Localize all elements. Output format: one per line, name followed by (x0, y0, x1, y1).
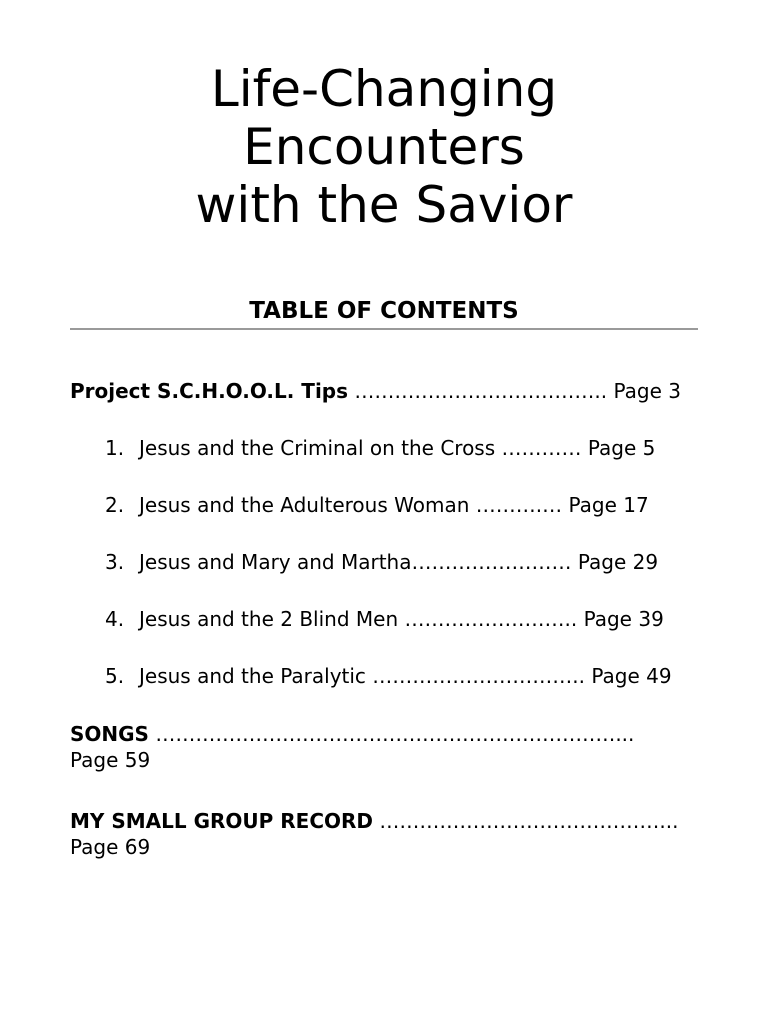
heading-divider (70, 328, 698, 330)
toc-entry-record (70, 808, 680, 860)
toc-entry-songs (70, 721, 680, 773)
toc-item-label: Jesus and the 2 Blind Men (139, 607, 399, 631)
toc-page-number: Page 39 (583, 607, 664, 631)
toc-item-4 (105, 606, 705, 632)
toc-page-number: Page 5 (587, 436, 656, 460)
toc-leader: ……………………………………………………………... (148, 722, 635, 746)
toc-page-number: Page 17 (568, 493, 649, 517)
toc-page-number: Page 59 (70, 748, 151, 772)
toc-leader: …………………… (411, 550, 578, 574)
toc-item-label: Jesus and Mary and Martha (139, 550, 412, 574)
toc-leader: ………… (495, 436, 588, 460)
toc-entry-label: Project S.C.H.O.O.L. Tips (70, 379, 349, 403)
title-line-1: Life-Changing (210, 60, 558, 118)
toc-page-number: Page 29 (577, 550, 659, 574)
toc-item-1 (105, 435, 705, 461)
toc-item-number: 4. (105, 607, 125, 631)
toc-item-number: 3. (105, 550, 125, 574)
toc-heading: TABLE OF CONTENTS (249, 298, 519, 324)
toc-item-label: Jesus and the Paralytic (139, 664, 366, 688)
toc-leader: …………………….. (398, 607, 584, 631)
toc-leader: ……………………………………... (373, 809, 679, 833)
toc-page-number: Page 49 (591, 664, 672, 688)
toc-page-number: Page 3 (613, 379, 681, 403)
toc-item-label: Jesus and the Criminal on the Cross (139, 436, 496, 460)
toc-item-3 (105, 549, 705, 575)
toc-item-5 (105, 663, 705, 689)
toc-item-label: Jesus and the Adulterous Woman (139, 493, 470, 517)
toc-item-2 (105, 492, 705, 518)
title-line-3: with the Savior (195, 176, 573, 234)
toc-leader: ……….… (469, 493, 569, 517)
toc-leader: ………………………….. (365, 664, 592, 688)
toc-entry-label: SONGS (70, 722, 149, 746)
toc-entry-label: MY SMALL GROUP RECORD (70, 809, 374, 833)
title-line-2: Encounters (243, 118, 525, 176)
toc-page-number: Page 69 (70, 835, 151, 859)
document-title (0, 60, 768, 234)
toc-item-number: 2. (105, 493, 125, 517)
toc-leader: ……………………………….. (348, 379, 614, 403)
toc-item-number: 1. (105, 436, 125, 460)
toc-item-number: 5. (105, 664, 125, 688)
toc-entry-tips (70, 378, 698, 404)
